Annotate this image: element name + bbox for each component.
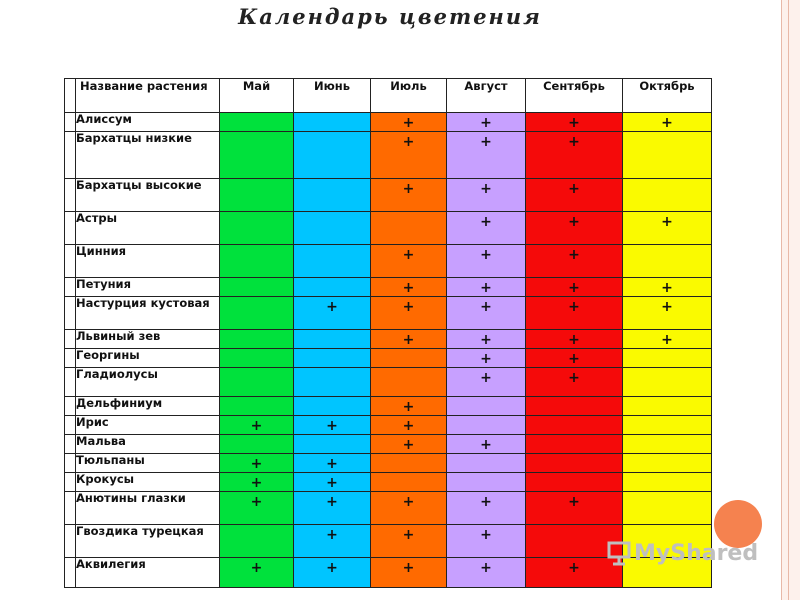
bloom-mark: + <box>326 527 338 543</box>
table-row <box>65 297 712 330</box>
plant-name-cell: Алиссум <box>76 113 220 132</box>
bloom-cell-july <box>371 212 447 245</box>
row-lead-cell <box>65 435 76 454</box>
bloom-cell-september <box>526 454 623 473</box>
bloom-cell-may <box>220 349 294 368</box>
bloom-mark: + <box>326 475 338 491</box>
bloom-cell-may <box>220 113 294 132</box>
table-row <box>65 492 712 525</box>
header-month-june: Июнь <box>294 79 371 113</box>
bloom-mark: + <box>480 299 492 315</box>
bloom-cell-june <box>294 132 371 179</box>
bloom-mark: + <box>480 214 492 230</box>
bloom-cell-october <box>623 397 712 416</box>
bloom-cell-may <box>220 179 294 212</box>
row-lead-cell <box>65 492 76 525</box>
table-row <box>65 473 712 492</box>
bloom-mark: + <box>568 247 580 263</box>
bloom-cell-september <box>526 212 623 245</box>
row-lead-cell <box>65 330 76 349</box>
bloom-cell-august <box>447 113 526 132</box>
bloom-cell-october <box>623 297 712 330</box>
header-month-may: Май <box>220 79 294 113</box>
header-month-august: Август <box>447 79 526 113</box>
bloom-mark: + <box>568 181 580 197</box>
bloom-cell-may <box>220 525 294 558</box>
header-plant-name: Название растения <box>76 79 220 113</box>
bloom-cell-october <box>623 212 712 245</box>
bloom-mark: + <box>326 494 338 510</box>
watermark-logo <box>606 538 766 568</box>
bloom-cell-october <box>623 416 712 435</box>
bloom-cell-october <box>623 113 712 132</box>
bloom-mark: + <box>568 494 580 510</box>
bloom-mark: + <box>402 399 415 415</box>
bloom-mark: + <box>568 351 580 367</box>
row-lead-cell <box>65 368 76 397</box>
bloom-cell-july <box>371 416 447 435</box>
bloom-cell-august <box>447 330 526 349</box>
table-row <box>65 454 712 473</box>
row-lead-cell <box>65 113 76 132</box>
bloom-cell-may <box>220 435 294 454</box>
bloom-cell-may <box>220 278 294 297</box>
bloom-mark: + <box>250 475 263 491</box>
bloom-cell-september <box>526 132 623 179</box>
row-lead-cell <box>65 132 76 179</box>
bloom-cell-june <box>294 454 371 473</box>
plant-name-cell: Настурция кустовая <box>76 297 220 330</box>
bloom-cell-august <box>447 435 526 454</box>
table-row <box>65 278 712 297</box>
bloom-cell-august <box>447 349 526 368</box>
row-lead-cell <box>65 416 76 435</box>
header-month-october: Октябрь <box>623 79 712 113</box>
table-header-row <box>65 79 712 113</box>
row-lead-cell <box>65 212 76 245</box>
bloom-cell-june <box>294 368 371 397</box>
table-row <box>65 245 712 278</box>
bloom-mark: + <box>480 560 492 576</box>
plant-name-cell: Тюльпаны <box>76 454 220 473</box>
bloom-mark: + <box>661 115 673 131</box>
bloom-mark: + <box>402 115 415 131</box>
bloom-cell-july <box>371 435 447 454</box>
plant-name-cell: Цинния <box>76 245 220 278</box>
bloom-mark: + <box>480 181 492 197</box>
bloom-cell-july <box>371 132 447 179</box>
bloom-cell-july <box>371 558 447 588</box>
bloom-mark: + <box>480 115 492 131</box>
bloom-cell-july <box>371 473 447 492</box>
bloom-mark: + <box>661 299 673 315</box>
bloom-cell-september <box>526 349 623 368</box>
bloom-mark: + <box>402 181 415 197</box>
bloom-mark: + <box>568 560 580 576</box>
bloom-cell-july <box>371 397 447 416</box>
plant-name-cell: Крокусы <box>76 473 220 492</box>
bloom-mark: + <box>326 299 338 315</box>
slide-frame-border <box>781 0 800 600</box>
bloom-mark: + <box>568 214 580 230</box>
plant-name-cell: Аквилегия <box>76 558 220 588</box>
bloom-cell-june <box>294 113 371 132</box>
table-row <box>65 132 712 179</box>
bloom-cell-october <box>623 179 712 212</box>
bloom-cell-september <box>526 278 623 297</box>
plant-name-cell: Бархатцы низкие <box>76 132 220 179</box>
header-lead-cell <box>65 79 76 113</box>
bloom-mark: + <box>568 370 580 386</box>
plant-name-cell: Бархатцы высокие <box>76 179 220 212</box>
bloom-cell-september <box>526 397 623 416</box>
page-title: Календарь цветения <box>238 4 542 29</box>
bloom-cell-august <box>447 416 526 435</box>
row-lead-cell <box>65 473 76 492</box>
plant-name-cell: Дельфиниум <box>76 397 220 416</box>
bloom-cell-september <box>526 297 623 330</box>
bloom-cell-july <box>371 278 447 297</box>
header-month-july: Июль <box>371 79 447 113</box>
bloom-mark: + <box>250 560 263 576</box>
bloom-cell-october <box>623 435 712 454</box>
bloom-cell-october <box>623 132 712 179</box>
bloom-calendar-table <box>64 78 712 588</box>
bloom-mark: + <box>402 437 415 453</box>
bloom-cell-september <box>526 473 623 492</box>
bloom-cell-may <box>220 297 294 330</box>
watermark-text: MyShared <box>634 540 759 566</box>
row-lead-cell <box>65 278 76 297</box>
bloom-cell-august <box>447 492 526 525</box>
bloom-mark: + <box>661 280 673 296</box>
bloom-mark: + <box>568 115 580 131</box>
bloom-cell-september <box>526 416 623 435</box>
bloom-cell-june <box>294 212 371 245</box>
bloom-cell-september <box>526 492 623 525</box>
bloom-cell-june <box>294 278 371 297</box>
bloom-cell-september <box>526 179 623 212</box>
row-lead-cell <box>65 179 76 212</box>
bloom-cell-may <box>220 454 294 473</box>
bloom-cell-august <box>447 525 526 558</box>
bloom-cell-august <box>447 454 526 473</box>
bloom-cell-june <box>294 435 371 454</box>
bloom-cell-july <box>371 330 447 349</box>
bloom-cell-august <box>447 297 526 330</box>
table-row <box>65 330 712 349</box>
table-row <box>65 435 712 454</box>
bloom-cell-may <box>220 492 294 525</box>
plant-name-cell: Астры <box>76 212 220 245</box>
table-row <box>65 113 712 132</box>
bloom-cell-october <box>623 349 712 368</box>
bloom-mark: + <box>402 299 415 315</box>
bloom-cell-june <box>294 558 371 588</box>
bloom-mark: + <box>480 527 492 543</box>
plant-name-cell: Мальва <box>76 435 220 454</box>
bloom-cell-august <box>447 368 526 397</box>
bloom-mark: + <box>661 332 673 348</box>
bloom-cell-july <box>371 349 447 368</box>
bloom-cell-september <box>526 435 623 454</box>
plant-name-cell: Георгины <box>76 349 220 368</box>
bloom-cell-august <box>447 397 526 416</box>
bloom-cell-august <box>447 132 526 179</box>
bloom-mark: + <box>402 280 415 296</box>
bloom-cell-may <box>220 397 294 416</box>
bloom-mark: + <box>568 332 580 348</box>
bloom-mark: + <box>568 280 580 296</box>
bloom-cell-october <box>623 368 712 397</box>
row-lead-cell <box>65 558 76 588</box>
bloom-mark: + <box>250 418 263 434</box>
bloom-mark: + <box>568 134 580 150</box>
bloom-cell-october <box>623 473 712 492</box>
bloom-cell-july <box>371 297 447 330</box>
bloom-cell-august <box>447 558 526 588</box>
bloom-mark: + <box>480 134 492 150</box>
table-row <box>65 349 712 368</box>
row-lead-cell <box>65 245 76 278</box>
table-row <box>65 416 712 435</box>
bloom-cell-october <box>623 454 712 473</box>
bloom-cell-august <box>447 473 526 492</box>
bloom-cell-july <box>371 113 447 132</box>
bloom-mark: + <box>402 247 415 263</box>
bloom-mark: + <box>402 418 415 434</box>
bloom-mark: + <box>326 560 338 576</box>
bloom-cell-october <box>623 278 712 297</box>
plant-name-cell: Гвоздика турецкая <box>76 525 220 558</box>
bloom-cell-may <box>220 473 294 492</box>
bloom-cell-september <box>526 368 623 397</box>
bloom-cell-may <box>220 245 294 278</box>
bloom-cell-may <box>220 212 294 245</box>
bloom-cell-october <box>623 245 712 278</box>
bloom-mark: + <box>480 280 492 296</box>
bloom-cell-september <box>526 330 623 349</box>
bloom-mark: + <box>402 527 415 543</box>
bloom-cell-october <box>623 330 712 349</box>
bloom-cell-june <box>294 245 371 278</box>
bloom-mark: + <box>402 560 415 576</box>
plant-name-cell: Ирис <box>76 416 220 435</box>
bloom-cell-june <box>294 330 371 349</box>
bloom-cell-june <box>294 416 371 435</box>
bloom-mark: + <box>568 299 580 315</box>
bloom-cell-june <box>294 349 371 368</box>
bloom-cell-october <box>623 492 712 525</box>
row-lead-cell <box>65 454 76 473</box>
row-lead-cell <box>65 397 76 416</box>
bloom-cell-august <box>447 179 526 212</box>
bloom-mark: + <box>480 247 492 263</box>
bloom-cell-august <box>447 278 526 297</box>
bloom-mark: + <box>326 418 338 434</box>
bloom-mark: + <box>402 332 415 348</box>
plant-name-cell: Львиный зев <box>76 330 220 349</box>
table-row <box>65 397 712 416</box>
bloom-cell-september <box>526 113 623 132</box>
bloom-cell-june <box>294 297 371 330</box>
plant-name-cell: Анютины глазки <box>76 492 220 525</box>
bloom-cell-june <box>294 397 371 416</box>
bloom-mark: + <box>480 351 492 367</box>
bloom-mark: + <box>250 456 263 472</box>
bloom-mark: + <box>250 494 263 510</box>
table-row <box>65 212 712 245</box>
bloom-cell-may <box>220 330 294 349</box>
bloom-cell-august <box>447 245 526 278</box>
bloom-cell-july <box>371 492 447 525</box>
bloom-cell-june <box>294 179 371 212</box>
bloom-cell-july <box>371 368 447 397</box>
header-month-september: Сентябрь <box>526 79 623 113</box>
plant-name-cell: Петуния <box>76 278 220 297</box>
bloom-mark: + <box>661 214 673 230</box>
bloom-mark: + <box>480 332 492 348</box>
table-row <box>65 179 712 212</box>
bloom-mark: + <box>402 494 415 510</box>
bloom-cell-may <box>220 132 294 179</box>
bloom-mark: + <box>402 134 415 150</box>
bloom-mark: + <box>480 437 492 453</box>
bloom-cell-july <box>371 179 447 212</box>
bloom-cell-september <box>526 245 623 278</box>
table-body <box>65 113 712 588</box>
bloom-cell-may <box>220 368 294 397</box>
bloom-cell-may <box>220 558 294 588</box>
bloom-mark: + <box>480 494 492 510</box>
bloom-mark: + <box>480 370 492 386</box>
bloom-cell-june <box>294 473 371 492</box>
presentation-icon <box>606 540 632 566</box>
row-lead-cell <box>65 525 76 558</box>
bloom-cell-july <box>371 245 447 278</box>
plant-name-cell: Гладиолусы <box>76 368 220 397</box>
row-lead-cell <box>65 297 76 330</box>
bloom-cell-july <box>371 454 447 473</box>
bloom-cell-june <box>294 525 371 558</box>
bloom-cell-july <box>371 525 447 558</box>
bloom-cell-may <box>220 416 294 435</box>
bloom-cell-august <box>447 212 526 245</box>
bloom-cell-june <box>294 492 371 525</box>
bloom-mark: + <box>326 456 338 472</box>
table-row <box>65 368 712 397</box>
row-lead-cell <box>65 349 76 368</box>
